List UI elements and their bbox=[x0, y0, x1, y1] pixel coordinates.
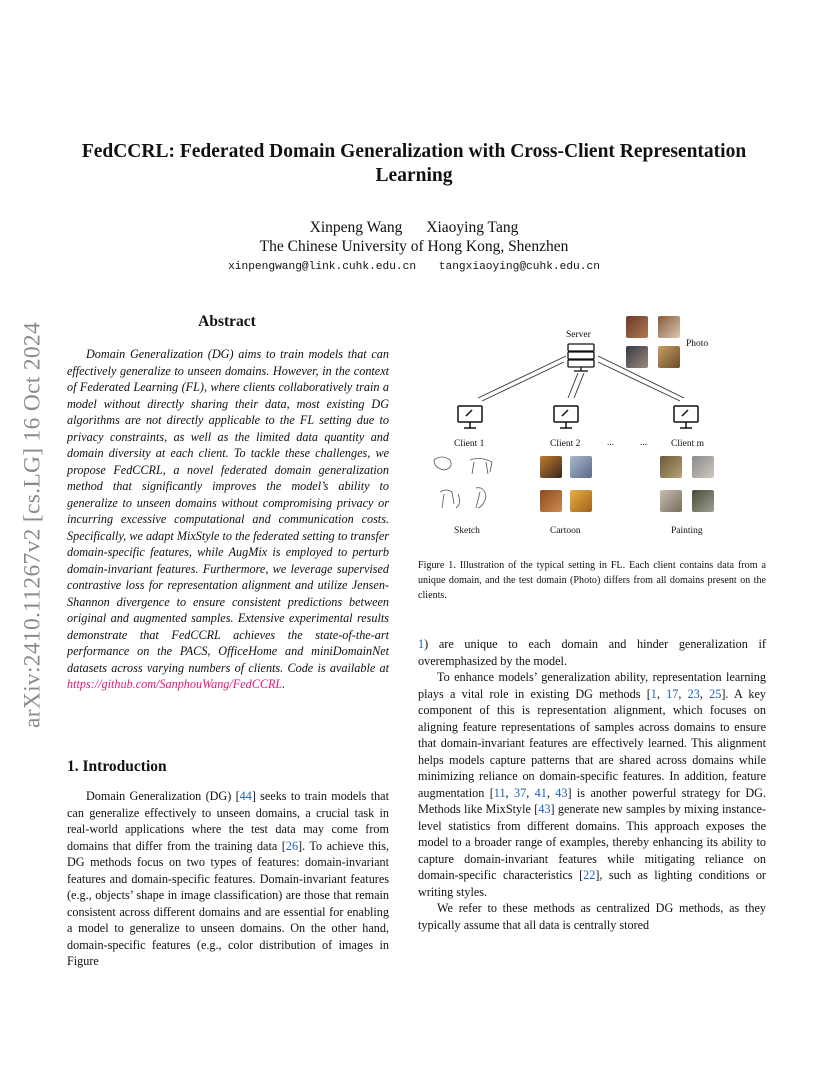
cartoon-image bbox=[540, 490, 562, 512]
author-list bbox=[200, 219, 628, 237]
email-address[interactable]: xinpengwang@link.cuhk.edu.cn bbox=[228, 261, 417, 273]
citation-link[interactable]: 26 bbox=[285, 838, 299, 853]
photo-image bbox=[626, 346, 648, 368]
body-paragraph: We refer to these methods as centralized DG methods, as they typically assume that all data is centrally stored bbox=[418, 901, 766, 932]
right-column-text bbox=[418, 636, 766, 933]
citation-link[interactable]: 43 bbox=[555, 785, 568, 800]
arxiv-identifier: arXiv:2410.11267v2 [cs.LG] 16 Oct 2024 bbox=[19, 321, 46, 729]
figure-caption: Figure 1. Illustration of the typical setting in FL. Each client contains data from a unique domain, and the test domain (Photo) differs from all domains present on the clients. bbox=[418, 560, 766, 601]
photo-image bbox=[658, 346, 680, 368]
citation-link[interactable]: 25 bbox=[709, 686, 722, 701]
citation-link[interactable]: 41 bbox=[534, 785, 547, 800]
painting-image bbox=[692, 490, 714, 512]
abstract-text: Domain Generalization (DG) aims to train models that can effectively generalize to unseen domains. However, in the context of Federated Learning (FL), where clients collaboratively train a model without directly sharing their data, most existing DG algorithms are not directly applicable to the FL setting due to privacy constraints, as well as the limited data quantity and domain diversity at each client. To tackle these challenges, we propose FedCCRL, a novel federated domain generalization method that significantly improves the model’s ability to generalize to unseen domains without compromising privacy or incurring excessive computational and communication costs. Specifically, we adapt MixStyle to the federated setting to transfer domain-specific features, while AugMix is employed to perturb domain-invariant features. Furthermore, we leverage supervised contrastive loss for representation alignment and utilize Jensen-Shannon divergence to ensure consistent predictions between original and augmented samples. Extensive experimental results demonstrate that FedCCRL achieves the state-of-the-art performance on the PACS, OfficeHome and miniDomainNet datasets across varying numbers of clients. Code is available at https://github.com/SanphouWang/FedCCRL. bbox=[67, 347, 389, 691]
section-heading: 1. Introduction bbox=[67, 758, 167, 775]
ellipsis-1: ... bbox=[607, 438, 615, 448]
intro-paragraph: Domain Generalization (DG) [44] seeks to train models that can generalize effectively to unseen domains, a crucial task in real-world applications where the test data may come from domains that differ from the training data [26]. To achieve this, DG methods focus on two types of features: domain-invariant features and domain-specific features. Domain-invariant features (e.g., objects’ shape in image classification) are those that remain consistent across different domains and are essential for enabling a model to generalize to unseen domains. On the other hand, domain-specific features (e.g., color distribution of images in Figure bbox=[67, 789, 389, 968]
paper-title: FedCCRL: Federated Domain Generalization with Cross-Client Representation Learning bbox=[81, 141, 747, 186]
photo-image bbox=[626, 316, 648, 338]
client-1-icon bbox=[458, 406, 482, 428]
figure-1 bbox=[420, 310, 762, 545]
citation-link[interactable]: 1 bbox=[650, 686, 657, 701]
affiliation: The Chinese University of Hong Kong, Shenzhen bbox=[259, 238, 569, 255]
sketch-images bbox=[434, 457, 492, 508]
painting-label: Painting bbox=[671, 526, 703, 536]
photo-label: Photo bbox=[686, 339, 709, 349]
server-icon bbox=[568, 344, 594, 371]
painting-image bbox=[692, 456, 714, 478]
client-m-label: Client m bbox=[671, 439, 704, 449]
code-link[interactable]: https://github.com/SanphouWang/FedCCRL bbox=[67, 677, 283, 691]
sketch-label: Sketch bbox=[454, 526, 480, 536]
citation-link[interactable]: 1 bbox=[418, 637, 425, 651]
email-list bbox=[150, 261, 678, 273]
arrows bbox=[478, 356, 684, 401]
painting-image bbox=[660, 490, 682, 512]
photo-image bbox=[658, 316, 680, 338]
citation-link[interactable]: 17 bbox=[666, 686, 679, 701]
author-name: Xinpeng Wang bbox=[309, 219, 403, 236]
citation-link[interactable]: 11 bbox=[493, 785, 506, 800]
cartoon-image bbox=[570, 456, 592, 478]
cartoon-image bbox=[540, 456, 562, 478]
body-paragraph: 1) are unique to each domain and hinder generalization if overemphasized by the model. bbox=[418, 637, 766, 668]
painting-image bbox=[660, 456, 682, 478]
client-1-label: Client 1 bbox=[454, 439, 485, 449]
client-2-label: Client 2 bbox=[550, 439, 581, 449]
cartoon-label: Cartoon bbox=[550, 526, 581, 536]
client-2-icon bbox=[554, 406, 578, 428]
citation-link[interactable]: 23 bbox=[687, 686, 700, 701]
citation-link[interactable]: 37 bbox=[514, 785, 527, 800]
server-label: Server bbox=[566, 330, 591, 340]
citation-link[interactable]: 44 bbox=[239, 789, 252, 803]
author-name: Xiaoying Tang bbox=[426, 219, 519, 236]
citation-link[interactable]: 22 bbox=[583, 868, 596, 882]
client-m-icon bbox=[674, 406, 698, 428]
citation-link[interactable]: 43 bbox=[538, 802, 551, 816]
email-address[interactable]: tangxiaoying@cuhk.edu.cn bbox=[438, 261, 600, 273]
abstract-heading: Abstract bbox=[198, 313, 256, 330]
cartoon-image bbox=[570, 490, 592, 512]
ellipsis-2: ... bbox=[640, 438, 648, 448]
body-paragraph: To enhance models’ generalization ability, representation learning plays a vital role in existing DG methods [1, 17, 23, 25]. A key component of this is representation alignment, which focuses on aligning feature representations of samples across domains to ensure that domain-invariant features are effectively learned. This alignment helps models capture patterns that are shared across domains while minimizing reliance on domain-specific features. In addition, feature augmentation [11, 37, 41, 43] is another powerful strategy for DG. Methods like MixStyle [43] generate new samples by mixing instance-level statistics from different domains. This approach exposes the model to a broader range of examples, thereby enhancing its ability to capture domain-invariant features while mitigating reliance on domain-specific characteristics [22], such as lighting conditions or writing styles. bbox=[418, 670, 767, 899]
